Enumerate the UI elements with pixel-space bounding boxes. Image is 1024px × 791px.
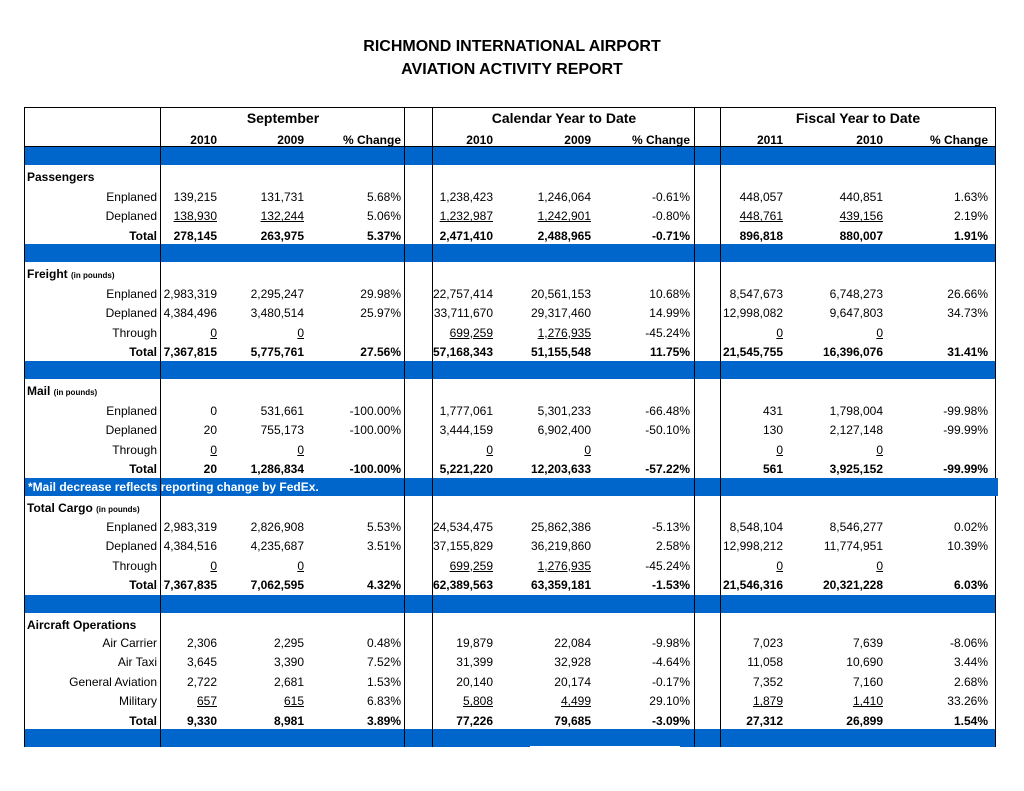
- table-cell: 132,244: [260, 209, 304, 224]
- column-divider: [160, 478, 161, 496]
- column-divider: [160, 244, 161, 262]
- column-header: % Change: [929, 133, 988, 147]
- table-cell: 2.58%: [655, 539, 690, 554]
- row-label: Through: [112, 325, 157, 340]
- table-cell: 3.44%: [953, 655, 988, 670]
- row-label: Deplaned: [105, 209, 157, 224]
- section-unit: (in pounds): [71, 271, 115, 280]
- table-cell: 20: [203, 423, 217, 438]
- column-divider: [432, 595, 433, 613]
- table-cell: 5.37%: [366, 228, 401, 243]
- table-cell: 25,862,386: [530, 520, 591, 534]
- table-cell: 63,359,181: [530, 578, 591, 593]
- table-cell: 62,389,563: [432, 578, 493, 593]
- table-cell: 5.06%: [366, 209, 401, 224]
- table-cell: 1,777,061: [439, 404, 493, 418]
- column-divider: [694, 361, 695, 379]
- table-cell: -100.00%: [349, 404, 401, 418]
- table-cell: -5.13%: [651, 520, 690, 534]
- table-cell: 31.41%: [947, 345, 988, 360]
- table-cell: 26.66%: [947, 287, 988, 301]
- column-divider: [694, 595, 695, 613]
- row-label: Enplaned: [106, 190, 157, 204]
- table-cell: 25.97%: [360, 306, 401, 321]
- table-cell: -99.99%: [943, 423, 988, 438]
- table-cell: 32,928: [554, 655, 591, 670]
- table-cell: 0: [776, 325, 783, 340]
- table-cell: -99.98%: [943, 404, 988, 418]
- table-cell: 2.68%: [953, 674, 988, 689]
- table-cell: 0.48%: [366, 636, 401, 650]
- row-label: Deplaned: [105, 539, 157, 554]
- table-cell: 2,488,965: [537, 228, 591, 243]
- table-cell: 561: [762, 462, 783, 477]
- table-cell: 31,399: [456, 655, 493, 670]
- table-cell: 1,410: [852, 694, 883, 709]
- table-cell: 3,444,159: [439, 423, 493, 438]
- table-cell: 699,259: [449, 558, 493, 573]
- table-cell: 139,215: [173, 190, 217, 204]
- column-divider: [160, 361, 161, 379]
- table-cell: 531,661: [260, 404, 304, 418]
- table-cell: 6.03%: [953, 578, 988, 593]
- column-header: 2010: [856, 133, 883, 147]
- table-cell: 2,127,148: [829, 423, 883, 438]
- table-cell: 36,219,860: [530, 539, 591, 554]
- table-cell: 4,384,516: [163, 539, 217, 554]
- table-cell: 29,317,460: [530, 306, 591, 321]
- table-cell: -45.24%: [645, 325, 690, 340]
- table-cell: 7,367,835: [163, 578, 217, 593]
- row-label: Total: [129, 345, 157, 360]
- table-cell: 33,711,670: [433, 306, 493, 321]
- section-separator-bar: [25, 729, 995, 747]
- row-label: Deplaned: [105, 423, 157, 438]
- row-label: Air Taxi: [117, 655, 157, 670]
- table-cell: 8,548,104: [729, 520, 783, 534]
- table-cell: 16,396,076: [822, 345, 883, 360]
- table-cell: 2,306: [186, 636, 217, 650]
- table-cell: 12,998,082: [722, 306, 783, 321]
- table-cell: 5,221,220: [439, 462, 493, 477]
- section-title: Freight (in pounds): [27, 267, 115, 281]
- table-cell: -99.99%: [943, 462, 988, 477]
- table-cell: 0: [584, 442, 591, 457]
- table-cell: 1,798,004: [829, 404, 883, 418]
- table-cell: 1,242,901: [537, 209, 591, 224]
- table-cell: 1.54%: [953, 713, 988, 728]
- column-header: % Change: [631, 133, 690, 147]
- table-cell: 27,312: [746, 713, 783, 728]
- table-cell: 7,023: [752, 636, 783, 650]
- table-cell: 1,286,834: [250, 462, 304, 477]
- column-divider: [720, 729, 721, 747]
- column-divider: [720, 361, 721, 379]
- table-cell: 7,367,815: [163, 345, 217, 360]
- row-label: Through: [112, 442, 157, 457]
- column-divider: [404, 147, 405, 165]
- table-cell: 12,203,633: [530, 462, 591, 477]
- table-cell: -0.71%: [651, 228, 690, 243]
- row-label: Total: [129, 228, 157, 243]
- row-label: Total: [129, 462, 157, 477]
- table-cell: 5,301,233: [537, 404, 591, 418]
- column-header: 2011: [756, 133, 783, 147]
- column-divider: [432, 478, 433, 496]
- table-cell: 34.73%: [947, 306, 988, 321]
- section-separator-bar: [25, 361, 995, 379]
- table-cell: 0: [210, 558, 217, 573]
- table-cell: 4.32%: [366, 578, 401, 593]
- table-cell: 1,246,064: [537, 190, 591, 204]
- table-cell: 755,173: [260, 423, 304, 438]
- column-divider: [404, 595, 405, 613]
- table-cell: 7,639: [852, 636, 883, 650]
- column-divider: [432, 729, 433, 747]
- table-cell: 11,774,951: [823, 539, 883, 554]
- table-cell: 657: [196, 694, 217, 709]
- table-cell: -45.24%: [645, 558, 690, 573]
- column-header: 2010: [190, 133, 217, 147]
- table-cell: 615: [283, 694, 304, 709]
- table-cell: 0: [876, 558, 883, 573]
- table-cell: 9,330: [186, 713, 217, 728]
- table-cell: 3,480,514: [250, 306, 304, 321]
- column-header: 2009: [277, 133, 304, 147]
- row-label: Total: [129, 578, 157, 593]
- column-divider: [404, 729, 405, 747]
- table-cell: 3.89%: [366, 713, 401, 728]
- row-label: Total: [129, 713, 157, 728]
- table-cell: 2,722: [186, 674, 217, 689]
- table-cell: 1.63%: [953, 190, 988, 204]
- table-cell: 27.56%: [360, 345, 401, 360]
- table-cell: 2.19%: [953, 209, 988, 224]
- column-divider: [432, 244, 433, 262]
- row-label: Enplaned: [106, 287, 157, 301]
- table-cell: 21,545,755: [722, 345, 783, 360]
- table-cell: -1.53%: [651, 578, 690, 593]
- row-label: Military: [119, 694, 157, 709]
- table-cell: 10.39%: [947, 539, 988, 554]
- row-label: General Aviation: [69, 674, 157, 689]
- report-title-line2: AVIATION ACTIVITY REPORT: [401, 61, 623, 78]
- page-bottom-mark: [530, 746, 680, 748]
- table-cell: 8,981: [273, 713, 304, 728]
- column-divider: [720, 147, 721, 165]
- column-divider: [404, 478, 405, 496]
- table-cell: 10.68%: [649, 287, 690, 301]
- table-cell: 1,276,935: [537, 558, 591, 573]
- table-cell: 37,155,829: [432, 539, 493, 554]
- column-divider: [404, 244, 405, 262]
- table-cell: 7.52%: [366, 655, 401, 670]
- mail-note: *Mail decrease reflects reporting change by FedEx.: [25, 478, 998, 496]
- section-title: Aircraft Operations: [27, 618, 137, 632]
- table-cell: 278,145: [173, 228, 217, 243]
- table-cell: 0: [210, 442, 217, 457]
- table-cell: -3.09%: [651, 713, 690, 728]
- table-cell: 0: [876, 325, 883, 340]
- table-cell: 1,276,935: [537, 325, 591, 340]
- table-cell: 0: [876, 442, 883, 457]
- table-cell: 20,174: [554, 674, 591, 689]
- table-cell: 699,259: [449, 325, 493, 340]
- table-cell: 440,851: [839, 190, 883, 204]
- section-unit: (in pounds): [96, 505, 140, 514]
- table-cell: -66.48%: [645, 404, 690, 418]
- table-cell: 2,295: [273, 636, 304, 650]
- table-cell: 6,902,400: [537, 423, 591, 438]
- report-title-line1: RICHMOND INTERNATIONAL AIRPORT: [363, 38, 661, 55]
- table-cell: 8,547,673: [729, 287, 783, 301]
- table-cell: 1,238,423: [439, 190, 493, 204]
- table-cell: -100.00%: [349, 423, 401, 438]
- table-cell: 7,160: [852, 674, 883, 689]
- table-cell: 21,546,316: [722, 578, 783, 593]
- table-cell: -4.64%: [651, 655, 690, 670]
- table-cell: 20: [203, 462, 217, 477]
- section-unit: (in pounds): [53, 388, 98, 397]
- section-title: Mail (in pounds): [27, 384, 98, 398]
- table-cell: 77,226: [456, 713, 493, 728]
- table-cell: 3,645: [186, 655, 217, 670]
- column-divider: [694, 147, 695, 165]
- column-divider: [432, 147, 433, 165]
- table-cell: -0.61%: [651, 190, 690, 204]
- table-cell: 1,232,987: [439, 209, 493, 224]
- row-label: Deplaned: [105, 306, 157, 321]
- table-cell: 1.91%: [953, 228, 988, 243]
- section-title: Total Cargo (in pounds): [27, 501, 140, 515]
- group-header: Fiscal Year to Date: [795, 110, 921, 126]
- table-cell: 20,321,228: [822, 578, 883, 593]
- table-cell: 2,681: [273, 674, 304, 689]
- column-divider: [720, 595, 721, 613]
- column-divider: [160, 147, 161, 165]
- table-cell: 5,775,761: [250, 345, 304, 360]
- table-cell: 4,235,687: [250, 539, 304, 554]
- column-divider: [694, 244, 695, 262]
- table-cell: -100.00%: [349, 462, 401, 477]
- table-cell: 14.99%: [649, 306, 690, 321]
- table-cell: -8.06%: [949, 636, 988, 650]
- table-cell: 2,983,319: [163, 287, 217, 301]
- group-header: Calendar Year to Date: [491, 110, 637, 126]
- table-cell: 2,295,247: [250, 287, 304, 301]
- table-cell: 131,731: [260, 190, 304, 204]
- table-cell: 57,168,343: [432, 345, 493, 360]
- column-header: 2010: [466, 133, 493, 147]
- section-separator-bar: [25, 595, 995, 613]
- table-cell: 0: [297, 442, 304, 457]
- group-header: September: [246, 110, 320, 126]
- table-cell: 11,058: [747, 655, 783, 670]
- column-divider: [160, 595, 161, 613]
- table-cell: 5,808: [462, 694, 493, 709]
- table-cell: -57.22%: [645, 462, 690, 477]
- table-cell: 2,826,908: [250, 520, 304, 534]
- table-cell: 29.10%: [649, 694, 690, 709]
- table-cell: 22,757,414: [432, 287, 493, 301]
- table-cell: 2,983,319: [163, 520, 217, 534]
- column-divider: [694, 478, 695, 496]
- table-cell: 896,818: [739, 228, 783, 243]
- table-cell: 1.53%: [366, 674, 401, 689]
- table-cell: -9.98%: [651, 636, 690, 650]
- table-cell: 448,761: [739, 209, 783, 224]
- table-cell: 1,879: [752, 694, 783, 709]
- table-cell: 6,748,273: [829, 287, 883, 301]
- section-title: Passengers: [27, 170, 95, 184]
- table-cell: 7,062,595: [250, 578, 304, 593]
- table-cell: 448,057: [739, 190, 783, 204]
- table-cell: 11.75%: [649, 345, 690, 360]
- table-cell: 26,899: [846, 713, 883, 728]
- table-cell: 5.68%: [366, 190, 401, 204]
- table-cell: 0: [776, 442, 783, 457]
- row-label: Air Carrier: [102, 636, 157, 650]
- table-cell: -0.80%: [651, 209, 690, 224]
- table-cell: 0: [776, 558, 783, 573]
- column-divider: [432, 361, 433, 379]
- table-cell: 5.53%: [366, 520, 401, 534]
- table-cell: 33.26%: [947, 694, 988, 709]
- column-header: % Change: [342, 133, 401, 147]
- table-cell: 0: [210, 325, 217, 340]
- table-cell: 51,155,548: [530, 345, 591, 360]
- column-divider: [404, 361, 405, 379]
- table-cell: 4,499: [560, 694, 591, 709]
- table-cell: 22,084: [554, 636, 591, 650]
- section-separator-bar: [25, 244, 995, 262]
- table-cell: 3.51%: [366, 539, 401, 554]
- table-cell: 19,879: [456, 636, 493, 650]
- table-cell: 12,998,212: [722, 539, 783, 554]
- table-cell: 4,384,496: [163, 306, 217, 321]
- table-cell: 20,561,153: [530, 287, 591, 301]
- row-label: Enplaned: [106, 520, 157, 534]
- table-cell: 9,647,803: [829, 306, 883, 321]
- table-cell: 6.83%: [366, 694, 401, 709]
- table-cell: 8,546,277: [829, 520, 883, 534]
- table-cell: 79,685: [554, 713, 591, 728]
- column-divider: [720, 244, 721, 262]
- table-cell: 2,471,410: [439, 228, 493, 243]
- table-cell: 24,534,475: [432, 520, 493, 534]
- table-cell: -50.10%: [645, 423, 690, 438]
- column-divider: [160, 729, 161, 747]
- table-cell: 0.02%: [953, 520, 988, 534]
- table-cell: 7,352: [752, 674, 783, 689]
- table-cell: 20,140: [456, 674, 493, 689]
- table-cell: 29.98%: [360, 287, 401, 301]
- table-cell: 130: [762, 423, 783, 438]
- table-cell: 10,690: [846, 655, 883, 670]
- table-cell: 431: [762, 404, 783, 418]
- table-cell: 263,975: [260, 228, 304, 243]
- table-cell: 3,390: [273, 655, 304, 670]
- row-label: Through: [112, 558, 157, 573]
- table-cell: -0.17%: [651, 674, 690, 689]
- section-separator-bar: [25, 147, 995, 165]
- table-cell: 138,930: [173, 209, 217, 224]
- table-cell: 0: [297, 325, 304, 340]
- column-divider: [694, 729, 695, 747]
- table-cell: 439,156: [839, 209, 883, 224]
- table-cell: 0: [486, 442, 493, 457]
- table-cell: 3,925,152: [829, 462, 883, 477]
- table-cell: 880,007: [839, 228, 883, 243]
- row-label: Enplaned: [106, 404, 157, 418]
- table-cell: 0: [210, 404, 217, 418]
- column-divider: [720, 478, 721, 496]
- table-cell: 0: [297, 558, 304, 573]
- column-header: 2009: [564, 133, 591, 147]
